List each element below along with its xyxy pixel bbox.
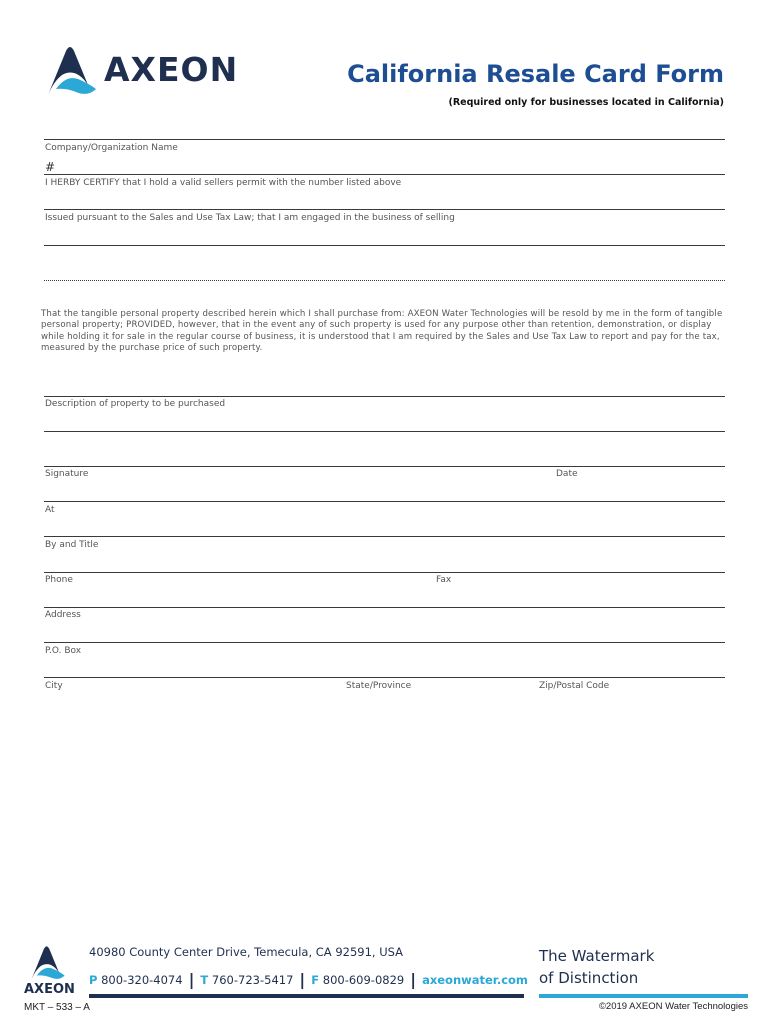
company-line[interactable] — [44, 139, 725, 140]
footer-fax: 800-609-0829 — [322, 973, 405, 987]
footer-logo-icon — [28, 945, 68, 981]
by-title-label: By and Title — [45, 540, 99, 550]
certification-paragraph: That the tangible personal property described herein which I shall purchase from: AXEON Water Technologies will be resold by me in the form of tangible personal property; PROVIDED, however, that in the event any of such property is used for any purpose other than retention, demonstration, or display while holding it for sale in the regular course of business, it is understood that I am required by the Sales and Use Tax Law to report and pay for the tax, measured by the purchase price of such property. — [41, 309, 723, 354]
date-label: Date — [556, 469, 578, 479]
footer-bar-navy — [89, 994, 524, 998]
website-link[interactable]: axeonwater.com — [422, 973, 528, 987]
description-line[interactable] — [44, 396, 725, 397]
tagline-line-1: The Watermark — [539, 947, 655, 965]
city-line[interactable] — [44, 677, 725, 678]
footer-phone: 800-320-4074 — [101, 973, 183, 987]
separator: | — [410, 970, 417, 989]
business-line-1[interactable] — [44, 245, 725, 246]
footer-tel: 760-723-5417 — [211, 973, 294, 987]
address-label: Address — [45, 610, 81, 620]
document-code: MKT – 533 – A — [24, 1002, 90, 1013]
permit-number-symbol: # — [45, 160, 56, 174]
signature-label: Signature — [45, 469, 89, 479]
tagline-line-2: of Distinction — [539, 969, 639, 987]
business-line-2[interactable] — [44, 280, 725, 281]
footer-brand-name: AXEON — [24, 982, 75, 997]
footer-bar-cyan — [539, 994, 748, 998]
separator: | — [188, 970, 195, 989]
address-line[interactable] — [44, 607, 725, 608]
page-title: California Resale Card Form — [347, 60, 724, 88]
description-label: Description of property to be purchased — [45, 399, 226, 409]
zip-label: Zip/Postal Code — [539, 681, 610, 691]
separator: | — [299, 970, 306, 989]
issued-label: Issued pursuant to the Sales and Use Tax Law; that I am engaged in the business of selling — [45, 213, 455, 223]
footer-tagline — [539, 945, 654, 989]
footer-address: 40980 County Center Drive, Temecula, CA 92591, USA — [89, 945, 404, 959]
po-box-label: P.O. Box — [45, 646, 82, 656]
page-subtitle: (Required only for businesses located in California) — [448, 97, 724, 108]
tel-key: T — [200, 973, 209, 987]
phone-key: P — [89, 973, 98, 987]
copyright: ©2019 AXEON Water Technologies — [598, 1001, 748, 1012]
at-label: At — [45, 505, 55, 515]
at-line[interactable] — [44, 501, 725, 502]
signature-line[interactable] — [44, 466, 725, 467]
issued-line[interactable] — [44, 209, 725, 210]
by-title-line[interactable] — [44, 536, 725, 537]
footer-contact — [89, 969, 528, 988]
description-line-2[interactable] — [44, 431, 725, 432]
brand-name: AXEON — [104, 50, 239, 89]
state-label: State/Province — [346, 681, 412, 691]
permit-number-line[interactable] — [44, 174, 725, 175]
company-label: Company/Organization Name — [45, 143, 178, 153]
phone-line[interactable] — [44, 572, 725, 573]
city-label: City — [45, 681, 63, 691]
po-box-line[interactable] — [44, 642, 725, 643]
certify-label: I HERBY CERTIFY that I hold a valid sellers permit with the number listed above — [45, 178, 402, 188]
fax-label: Fax — [436, 575, 452, 585]
axeon-logo-icon — [44, 45, 100, 97]
fax-key: F — [311, 973, 320, 987]
phone-label: Phone — [45, 575, 73, 585]
